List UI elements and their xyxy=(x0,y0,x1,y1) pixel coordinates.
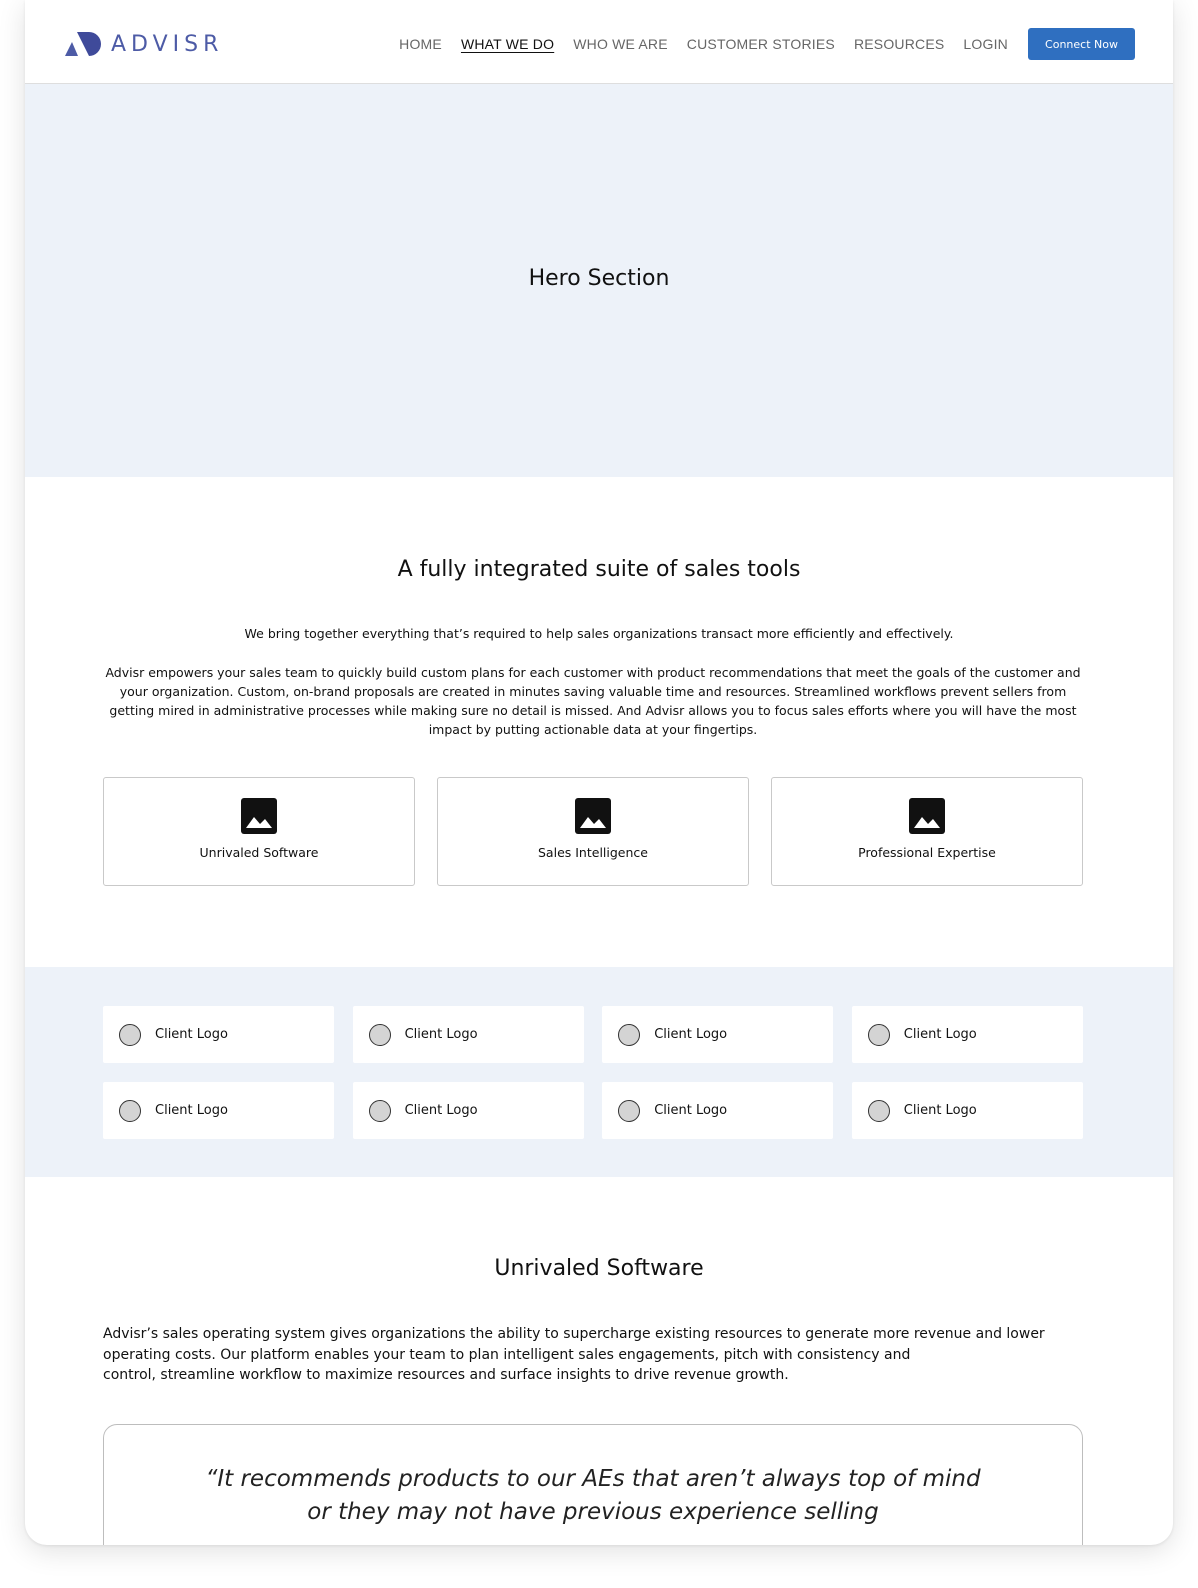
client-logo-card xyxy=(852,1006,1083,1063)
software-body-line: control, streamline workflow to maximize resources and surface insights to drive revenue growth. xyxy=(103,1367,789,1383)
feature-label: Sales Intelligence xyxy=(538,845,648,860)
client-logo-card xyxy=(353,1082,584,1139)
feature-label: Unrivaled Software xyxy=(199,845,319,860)
client-logo-label: Client Logo xyxy=(654,1103,728,1118)
client-logo-card xyxy=(103,1082,334,1139)
testimonial-quote xyxy=(104,1463,1082,1529)
client-logo-card xyxy=(852,1082,1083,1139)
nav-customer-stories[interactable]: CUSTOMER STORIES xyxy=(686,36,835,52)
client-logo-card xyxy=(602,1082,833,1139)
connect-now-button[interactable]: Connect Now xyxy=(1028,28,1135,60)
suite-lead: We bring together everything that’s required to help sales organizations transact more efficiently and effectively. xyxy=(244,626,954,641)
client-logo-placeholder-icon xyxy=(618,1024,640,1046)
client-logo-label: Client Logo xyxy=(404,1103,478,1118)
quote-line: or they may not have previous experience selling xyxy=(307,1499,879,1525)
image-placeholder-icon xyxy=(241,798,277,834)
client-logo-label: Client Logo xyxy=(155,1027,228,1042)
main-nav xyxy=(380,28,1135,60)
nav-home[interactable]: HOME xyxy=(399,36,442,52)
client-logo-placeholder-icon xyxy=(119,1100,141,1122)
suite-title: A fully integrated suite of sales tools xyxy=(397,557,801,582)
page-frame xyxy=(25,0,1173,1545)
feature-card-unrivaled-software[interactable] xyxy=(103,777,415,886)
site-header xyxy=(25,0,1173,84)
client-logo-label: Client Logo xyxy=(654,1027,728,1042)
feature-card-sales-intelligence[interactable] xyxy=(437,777,749,886)
image-placeholder-icon xyxy=(909,798,945,834)
hero-title: Hero Section xyxy=(528,265,670,291)
client-logos-section xyxy=(25,967,1173,1177)
suite-body: Advisr empowers your sales team to quickly build custom plans for each customer with product recommendations that meet the goals of the customer and your organization. Custom, on-brand proposals are created in minutes saving valuable time and resources. Streamlined workflows prevent sellers from getting mired in administrative processes while making sure no detail is missed. And Advisr allows you to focus sales efforts where you will have the most impact by putting actionable data at your fingertips. xyxy=(105,665,1081,737)
client-logo-placeholder-icon xyxy=(618,1100,640,1122)
client-logo-placeholder-icon xyxy=(868,1100,890,1122)
software-body xyxy=(103,1324,1083,1386)
logo[interactable] xyxy=(65,30,223,58)
client-logo-placeholder-icon xyxy=(119,1024,141,1046)
client-logo-label: Client Logo xyxy=(155,1103,228,1118)
logo-wordmark: ADVISR xyxy=(111,31,224,57)
hero-section xyxy=(25,84,1173,477)
nav-who-we-are[interactable]: WHO WE ARE xyxy=(573,36,668,52)
client-logo-placeholder-icon xyxy=(369,1024,391,1046)
nav-what-we-do[interactable]: WHAT WE DO xyxy=(460,36,555,52)
testimonial-card xyxy=(103,1424,1083,1545)
software-body-line: Advisr’s sales operating system gives organizations the ability to supercharge existing resources to generate more revenue and lower xyxy=(103,1326,1045,1342)
feature-cards xyxy=(103,777,1083,886)
client-logo-label: Client Logo xyxy=(903,1027,977,1042)
client-logo-card xyxy=(602,1006,833,1063)
client-logo-placeholder-icon xyxy=(868,1024,890,1046)
software-title: Unrivaled Software xyxy=(494,1256,704,1281)
feature-label: Professional Expertise xyxy=(858,845,996,860)
client-logo-label: Client Logo xyxy=(903,1103,977,1118)
client-logo-label: Client Logo xyxy=(404,1027,478,1042)
quote-line: “It recommends products to our AEs that aren’t always top of mind xyxy=(205,1466,981,1492)
feature-card-professional-expertise[interactable] xyxy=(771,777,1083,886)
nav-resources[interactable]: RESOURCES xyxy=(853,36,945,52)
software-body-line: operating costs. Our platform enables your team to plan intelligent sales engagements, pitch with consistency and xyxy=(103,1346,911,1363)
nav-login[interactable]: LOGIN xyxy=(963,36,1008,52)
client-logo-card xyxy=(103,1006,334,1063)
advisr-logo-icon xyxy=(65,30,105,58)
client-logo-grid xyxy=(103,1006,1083,1139)
client-logo-card xyxy=(353,1006,584,1063)
image-placeholder-icon xyxy=(575,798,611,834)
client-logo-placeholder-icon xyxy=(369,1100,391,1122)
